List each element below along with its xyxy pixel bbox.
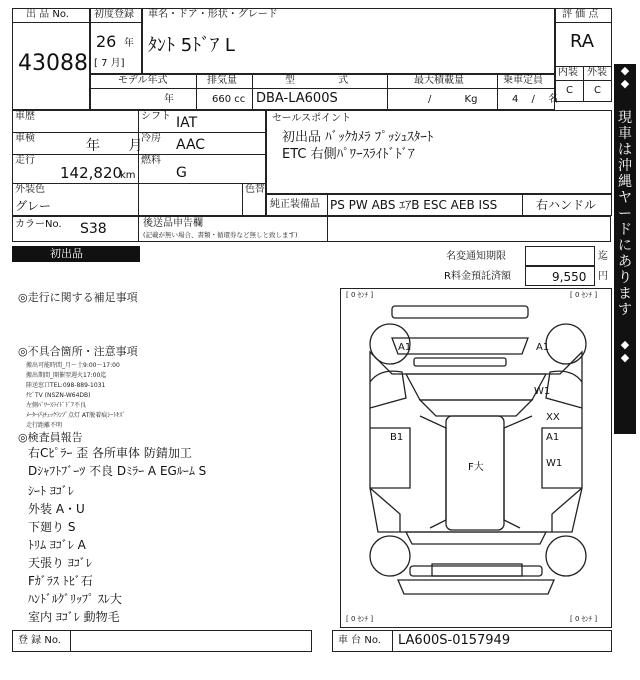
corner-rear-left: [ 0 ｾﾝﾁ ] bbox=[346, 615, 374, 623]
recycle-label: R料金預託済額 bbox=[444, 271, 511, 282]
name-change-label: 名変通知期限 bbox=[446, 251, 506, 262]
mark-roof: F大 bbox=[468, 462, 484, 473]
banner-char: ◆ bbox=[620, 351, 630, 364]
exterior-label: 外装 bbox=[587, 67, 607, 78]
banner-char: ◆ bbox=[620, 64, 630, 77]
note-line-2: 搬出期間_開催翌週火17:00迄 bbox=[26, 372, 107, 379]
note-line-3: 陸送窓口TEL:098-889-1031 bbox=[26, 382, 106, 389]
corner-front-right: [ 0 ｾﾝﾁ ] bbox=[570, 291, 598, 299]
note-line-7: 走行距離不明 bbox=[26, 422, 63, 429]
banner-char: ド bbox=[618, 222, 632, 238]
mark-right-rear-glass: W1 bbox=[546, 458, 563, 469]
fuel-label: 燃料 bbox=[141, 155, 161, 166]
sales-point-line-1: 初出品 ﾊﾞｯｸｶﾒﾗ ﾌﾟｯｼｭｽﾀｰﾄ bbox=[282, 130, 434, 145]
registered-items-label: 後送品申告欄 bbox=[143, 218, 203, 229]
history-label: 車歴 bbox=[15, 111, 35, 122]
shift-value: IAT bbox=[176, 115, 198, 131]
lot-no-label: 出 品 No. bbox=[26, 9, 69, 20]
banner-char: す bbox=[618, 302, 632, 318]
max-load-label: 最大積載量 bbox=[414, 75, 464, 86]
color-label: 外装色 bbox=[15, 184, 45, 195]
mileage-value: 142,820 bbox=[60, 164, 123, 182]
sales-point-line-2: ETC 右側ﾊﾟﾜｰｽﾗｲﾄﾞﾄﾞｱ bbox=[282, 147, 415, 162]
inspector-line-5: 下廻り S bbox=[28, 520, 76, 534]
model-year-label: モデル年式 bbox=[118, 75, 168, 86]
first-reg-month: [ 7 月] bbox=[94, 58, 125, 69]
banner-char: 車 bbox=[618, 126, 632, 142]
color-no-value: S38 bbox=[80, 221, 107, 237]
running-notes-title: ◎走行に関する補足事項 bbox=[18, 291, 138, 304]
banner-char: は bbox=[618, 142, 632, 158]
car-body-diagram bbox=[340, 288, 612, 628]
displacement-value: 660 cc bbox=[212, 94, 246, 105]
color-change-label: 色替 bbox=[245, 184, 265, 195]
banner-char: ー bbox=[618, 206, 632, 222]
mileage-label: 走行 bbox=[15, 155, 35, 166]
note-line-5: 左側ﾊﾟﾜｰｽﾗｲﾄﾞﾄﾞｱ不良 bbox=[26, 402, 87, 409]
mark-right-mirror: W1 bbox=[534, 386, 551, 397]
aircon-label: 冷房 bbox=[141, 133, 161, 144]
grade-label: 評 価 点 bbox=[562, 9, 599, 20]
car-name: ﾀﾝﾄ 5ﾄﾞｱ L bbox=[148, 35, 235, 56]
corner-rear-right: [ 0 ｾﾝﾁ ] bbox=[570, 615, 598, 623]
banner-char: 沖 bbox=[618, 158, 632, 174]
defects-title: ◎不具合箇所・注意事項 bbox=[18, 345, 138, 358]
model-label: 型 式 bbox=[285, 75, 349, 86]
banner-char: り bbox=[618, 270, 632, 286]
lot-number: 43088 bbox=[18, 51, 88, 76]
name-change-unit: 迄 bbox=[598, 251, 608, 262]
equipment-label: 純正装備品 bbox=[270, 199, 320, 210]
registration-no-label: 登 録 No. bbox=[18, 635, 61, 646]
banner-char: ◆ bbox=[620, 338, 630, 351]
note-line-1: 搬出可能時間_月～土9:00～17:00 bbox=[26, 362, 120, 369]
chassis-no-value: LA600S-0157949 bbox=[398, 633, 511, 648]
equipment-items: PS PW ABS ｴｱB ESC AEB ISS bbox=[330, 198, 498, 212]
inspector-line-3: ｼｰﾄ ﾖｺﾞﾚ bbox=[28, 484, 74, 498]
inspector-line-10: 室内 ﾖｺﾞﾚ 動物毛 bbox=[28, 610, 120, 624]
chassis-no-label: 車 台 No. bbox=[338, 635, 381, 646]
name-change-box bbox=[525, 246, 595, 266]
inspector-line-8: Fｶﾞﾗｽ ﾄﾋﾞ石 bbox=[28, 574, 93, 588]
interior-label: 内装 bbox=[558, 67, 578, 78]
banner-char: あ bbox=[618, 254, 632, 270]
banner-char: 現 bbox=[618, 110, 632, 126]
first-listing-badge bbox=[12, 246, 140, 262]
color-no-label: カラーNo. bbox=[15, 219, 62, 230]
inspection-value: 年 月 bbox=[86, 138, 143, 154]
inspector-line-1: 右Cﾋﾟﾗｰ 歪 各所車体 防錆加工 bbox=[28, 446, 192, 460]
capacity-label: 乗車定員 bbox=[503, 75, 543, 86]
displacement-label: 排気量 bbox=[207, 75, 237, 86]
banner-char: ま bbox=[618, 286, 632, 302]
mileage-unit: km bbox=[120, 170, 136, 181]
banner-char: ヤ bbox=[618, 190, 632, 206]
mark-right-front-door: XX bbox=[546, 412, 560, 423]
steering-side: 右ハンドル bbox=[536, 198, 597, 212]
inspection-label: 車検 bbox=[15, 133, 35, 144]
model-value: DBA-LA600S bbox=[256, 91, 338, 106]
mark-left-door: B1 bbox=[390, 432, 404, 443]
recycle-value: 9,550 bbox=[552, 270, 587, 284]
aircon-value: AAC bbox=[176, 137, 206, 153]
inspector-line-4: 外装 A・U bbox=[28, 502, 85, 516]
side-banner bbox=[614, 64, 636, 434]
note-line-6: ﾒｰﾀｰ内ﾁｪｯｸﾗﾝﾌﾟ点灯 AT脱着痕ｼｰﾄｷｽﾞ bbox=[26, 412, 126, 419]
banner-char: に bbox=[618, 238, 632, 254]
mark-right-rear-door: A1 bbox=[546, 432, 560, 443]
sales-point-label: セールスポイント bbox=[272, 113, 352, 124]
mark-front-bumper-right: A1 bbox=[536, 342, 550, 353]
first-reg-year-unit: 年 bbox=[124, 38, 134, 49]
mark-front-bumper-left: A1 bbox=[398, 342, 412, 353]
banner-char: ◆ bbox=[620, 77, 630, 90]
grade-value: RA bbox=[570, 31, 595, 52]
inspector-line-6: ﾄﾘﾑ ﾖｺﾞﾚ A bbox=[28, 538, 86, 552]
inspector-line-7: 天張り ﾖｺﾞﾚ bbox=[28, 556, 92, 570]
first-listing-text: 初出品 bbox=[50, 247, 83, 260]
corner-front-left: [ 0 ｾﾝﾁ ] bbox=[346, 291, 374, 299]
recycle-unit: 円 bbox=[598, 271, 608, 282]
note-line-4: ﾅﾋﾞTV (NSZN-W64DB) bbox=[26, 392, 91, 399]
capacity-value: 4 / 名 bbox=[512, 94, 559, 105]
color-value: グレー bbox=[15, 199, 52, 213]
registered-items-note: (記載が無い場合、書類・循環券など無しと致します) bbox=[143, 231, 298, 239]
inspector-line-2: Dｼｬﾌﾄﾌﾞｰﾂ 不良 Dﾐﾗｰ A EGﾙｰﾑ S bbox=[28, 464, 207, 478]
shift-label: シフト bbox=[141, 111, 171, 122]
exterior-grade: C bbox=[594, 85, 601, 96]
inspector-line-9: ﾊﾝﾄﾞﾙｸﾞﾘｯﾌﾟ ｽﾚ大 bbox=[28, 592, 122, 606]
model-year-unit: 年 bbox=[164, 94, 174, 105]
car-name-label: 車名・ドア・形状・グレード bbox=[148, 9, 278, 20]
banner-char: 縄 bbox=[618, 174, 632, 190]
inspector-title: ◎検査員報告 bbox=[18, 431, 83, 444]
max-load-value: / Kg bbox=[428, 94, 478, 105]
first-reg-label: 初度登録 bbox=[94, 9, 134, 20]
first-reg-year: 26 bbox=[96, 32, 117, 51]
fuel-value: G bbox=[176, 165, 187, 181]
interior-grade: C bbox=[566, 85, 573, 96]
